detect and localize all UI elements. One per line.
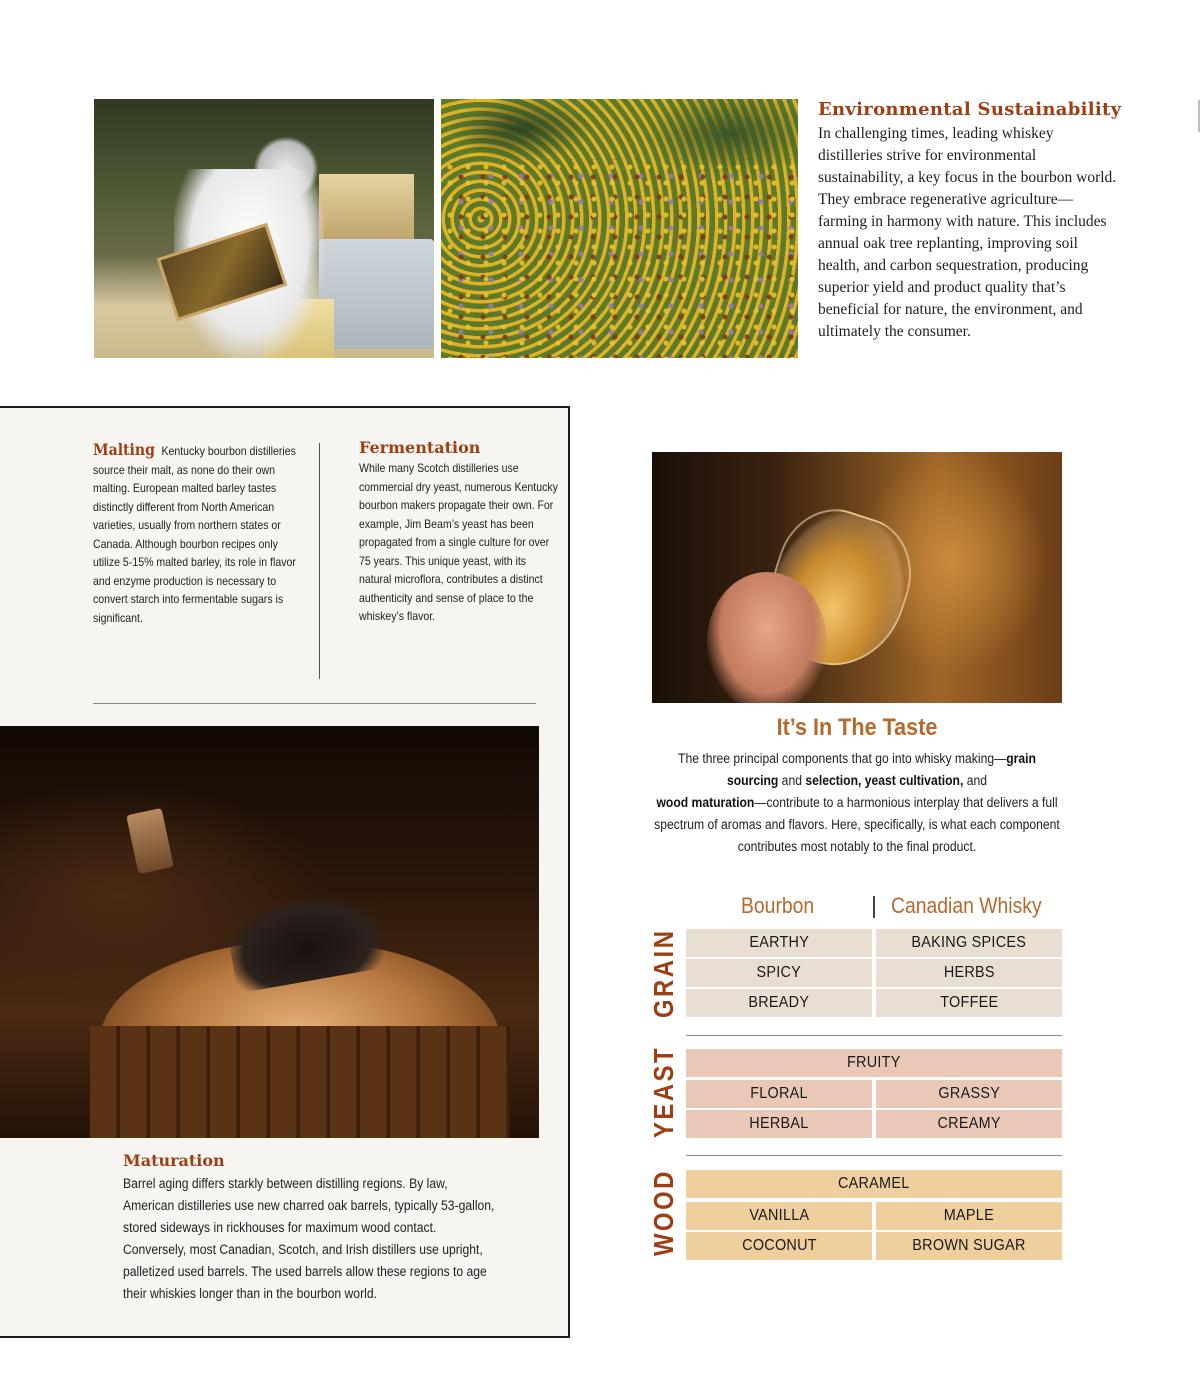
- environment-body: In challenging times, leading whiskey distilleries strive for environmental sustainability, a key focus in the bourbon world. They embrace regenerative agriculture—farming in harmony with nature. This includes annual oak tree replanting, improving soil health, and carbon sequestration, producing superior yield and product quality that’s beneficial for nature, the environment, and ultimately the consumer.: [818, 125, 1117, 340]
- column-header-separator: [873, 896, 875, 918]
- column-header-canadian: Canadian Whisky: [891, 893, 1042, 918]
- maturation-title: Maturation: [123, 1151, 225, 1170]
- fermentation-section: [359, 459, 559, 626]
- yeast-bourbon-2: HERBAL: [686, 1110, 872, 1138]
- maturation-body: Barrel aging differs starkly between distilling regions. By law, American distilleries use new charred oak barrels, typically 53-gallon, stored sideways in rickhouses for maximum wood contact. Conversely, most Canadian, Scotch, and Irish distillers use upright, palletized used barrels. The used barrels allow these regions to age their whiskies longer than in the bourbon world.: [123, 1176, 495, 1301]
- column-header-bourbon: Bourbon: [741, 893, 815, 918]
- yeast-shared: FRUITY: [686, 1049, 1062, 1077]
- section-divider: [93, 703, 536, 704]
- wood-shared: CARAMEL: [686, 1170, 1062, 1198]
- maturation-section: [123, 1173, 495, 1305]
- yeast-bourbon-1: FLORAL: [686, 1080, 872, 1108]
- barrel-photo: [0, 726, 539, 1138]
- mallet: [126, 808, 174, 874]
- fermentation-body: While many Scotch distilleries use commercial dry yeast, numerous Kentucky bourbon makers propagate their own. For example, Jim Beam’s yeast has been propagated from a single culture for over 75 years. This unique yeast, with its natural microflora, contributes a distinct authenticity and sense of place to the whiskey’s flavor.: [359, 461, 558, 623]
- malting-title: Malting: [93, 440, 155, 459]
- barrel-staves: [90, 1026, 510, 1138]
- wildflower-field-photo: [441, 99, 798, 358]
- flower-dots: [441, 159, 798, 358]
- intro-text-3: and: [963, 773, 987, 788]
- taste-title: It’s In The Taste: [776, 714, 938, 741]
- grain-canadian-3: TOFFEE: [876, 989, 1062, 1017]
- wood-bourbon-2: COCONUT: [686, 1232, 872, 1260]
- intro-text-4: —contribute to a harmonious interplay that delivers a full spectrum of aromas and flavors. Here, specifically, is what each component contributes most notably to the final product.: [654, 795, 1060, 854]
- taste-intro: [652, 748, 1062, 858]
- grain-bourbon-3: BREADY: [686, 989, 872, 1017]
- column-divider: [319, 443, 320, 679]
- malting-body: Kentucky bourbon distilleries source their malt, as none do their own malting. European malted barley tastes distinctly different from North American varieties, usually from northern states or Canada. Although bourbon recipes only utilize 5-15% malted barley, its role in flavor and enzyme production is necessary to convert starch into fermentable sugars is significant.: [93, 444, 296, 625]
- grain-canadian-2: HERBS: [876, 959, 1062, 987]
- yeast-canadian-2: CREAMY: [876, 1110, 1062, 1138]
- grain-bourbon-2: SPICY: [686, 959, 872, 987]
- wood-canadian-1: MAPLE: [876, 1202, 1062, 1230]
- whisky-glass-photo: [652, 452, 1062, 703]
- intro-bold-grain: grain sourcing: [726, 751, 1036, 788]
- hive-stack: [319, 239, 434, 349]
- intro-bold-wood: wood maturation: [656, 795, 755, 810]
- intro-text-1: The three principal components that go into whisky making—: [678, 751, 1007, 766]
- yeast-canadian-1: GRASSY: [876, 1080, 1062, 1108]
- grain-yeast-divider: [686, 1035, 1062, 1036]
- yeast-wood-divider: [686, 1155, 1062, 1156]
- intro-bold-yeast: selection, yeast cultivation,: [805, 773, 964, 788]
- intro-text-2: and: [778, 773, 806, 788]
- hand: [707, 572, 827, 703]
- malting-section: [93, 441, 298, 627]
- environment-title: Environmental Sustainability: [818, 99, 1122, 120]
- fermentation-title: Fermentation: [359, 438, 481, 457]
- category-grain-label: GRAIN: [648, 928, 679, 1018]
- category-yeast-label: YEAST: [648, 1045, 679, 1138]
- beekeeper-photo: [94, 99, 434, 358]
- wood-canadian-2: BROWN SUGAR: [876, 1232, 1062, 1260]
- grain-bourbon-1: EARTHY: [686, 929, 872, 957]
- category-wood-label: WOOD: [648, 1169, 679, 1256]
- wood-bourbon-1: VANILLA: [686, 1202, 872, 1230]
- grain-canadian-1: BAKING SPICES: [876, 929, 1062, 957]
